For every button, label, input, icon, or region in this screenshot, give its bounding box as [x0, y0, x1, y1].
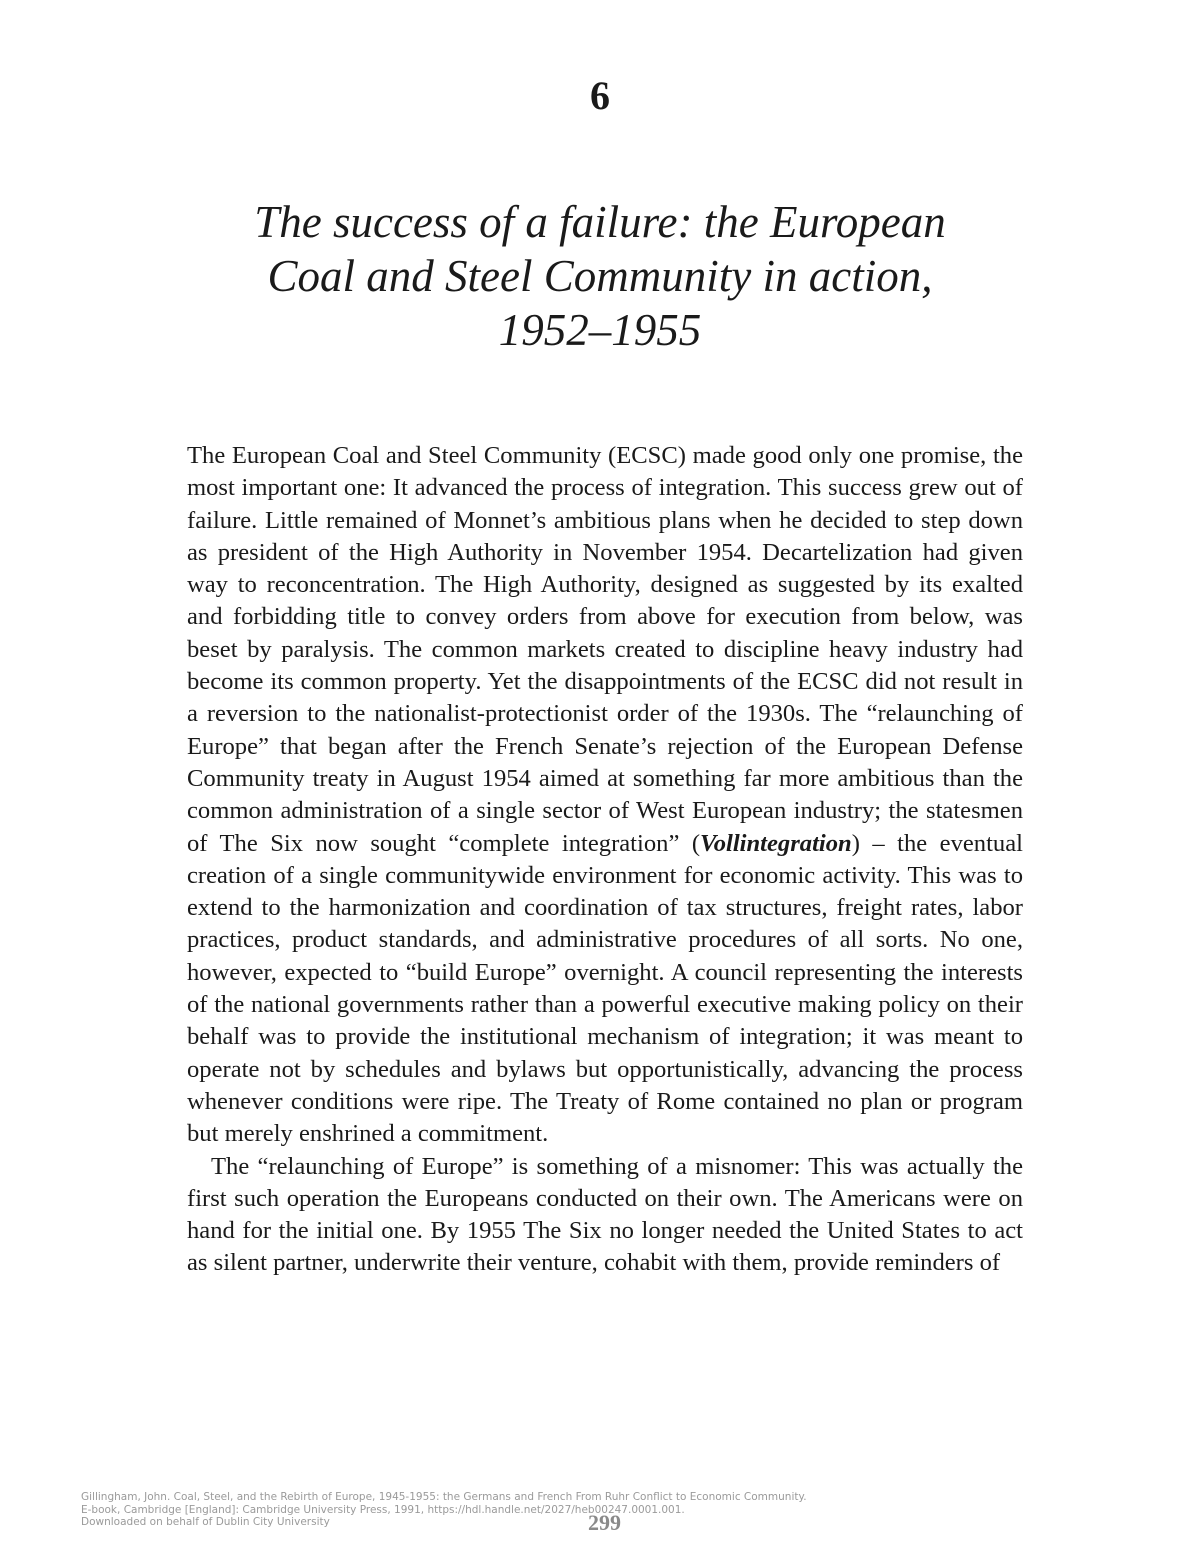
chapter-title-line-2: Coal and Steel Community in action, — [267, 251, 933, 301]
paragraph-1 — [187, 440, 1023, 1151]
citation-line-2: E-book, Cambridge [England]: Cambridge University Press, 1991, https://hdl.handle.net/2027/heb00247.0001.001. — [81, 1503, 685, 1516]
paragraph-2: The “relaunching of Europe” is something of a misnomer: This was actually the first such operation the Europeans conducted on their own. The Americans were on hand for the initial one. By 1955 The Six no longer needed the United States to act as silent partner, underwrite their venture, cohabit with them, provide reminders of — [187, 1152, 1023, 1277]
paragraph-1-emphasis: Vollintegration — [700, 829, 852, 857]
citation-footer — [81, 1491, 981, 1529]
chapter-title — [150, 195, 1050, 357]
body-text — [187, 440, 1023, 1280]
paragraph-1-text-after: ) – the eventual creation of a single communitywide environment for economic activity. This was to extend to the harmonization and coordination of tax structures, freight rates, labor practices, product standards, and administrative procedures of all sorts. No one, however, expected to “build Europe” overnight. A council representing the interests of the national governments rather than a powerful executive making policy on their behalf was to provide the institutional mechanism of integration; it was meant to operate not by schedules and bylaws but opportunistically, advancing the process whenever conditions were ripe. The Treaty of Rome contained no plan or program but merely enshrined a commitment. — [187, 829, 1023, 1148]
chapter-number: 6 — [590, 73, 610, 118]
citation-line-3: Downloaded on behalf of Dublin City University — [81, 1516, 330, 1528]
paragraph-1-text-before: The European Coal and Steel Community (ECSC) made good only one promise, the most important one: It advanced the process of integration. This success grew out of failure. Little remained of Monnet’s ambitious plans when he decided to step down as president of the High Authority in November 1954. Decartelization had given way to reconcentration. The High Authority, designed as suggested by its exalted and forbidding title to convey orders from above for execution from below, was beset by paralysis. The common markets created to discipline heavy industry had become its common property. Yet the disappointments of the ECSC did not result in a reversion to the nationalist-protectionist order of the 1930s. The “relaunching of Europe” that began after the French Senate’s rejection of the European Defense Community treaty in August 1954 aimed at something far more ambitious than the common administration of a single sector of West European industry; the statesmen of The Six now sought “complete integration” ( — [187, 442, 1023, 857]
page-number: 299 — [588, 1510, 621, 1535]
citation-line-1: Gillingham, John. Coal, Steel, and the Rebirth of Europe, 1945-1955: the Germans and French From Ruhr Conflict to Economic Community. — [81, 1491, 807, 1503]
chapter-title-line-1: The success of a failure: the European — [254, 197, 946, 247]
chapter-title-line-3: 1952–1955 — [498, 305, 702, 355]
